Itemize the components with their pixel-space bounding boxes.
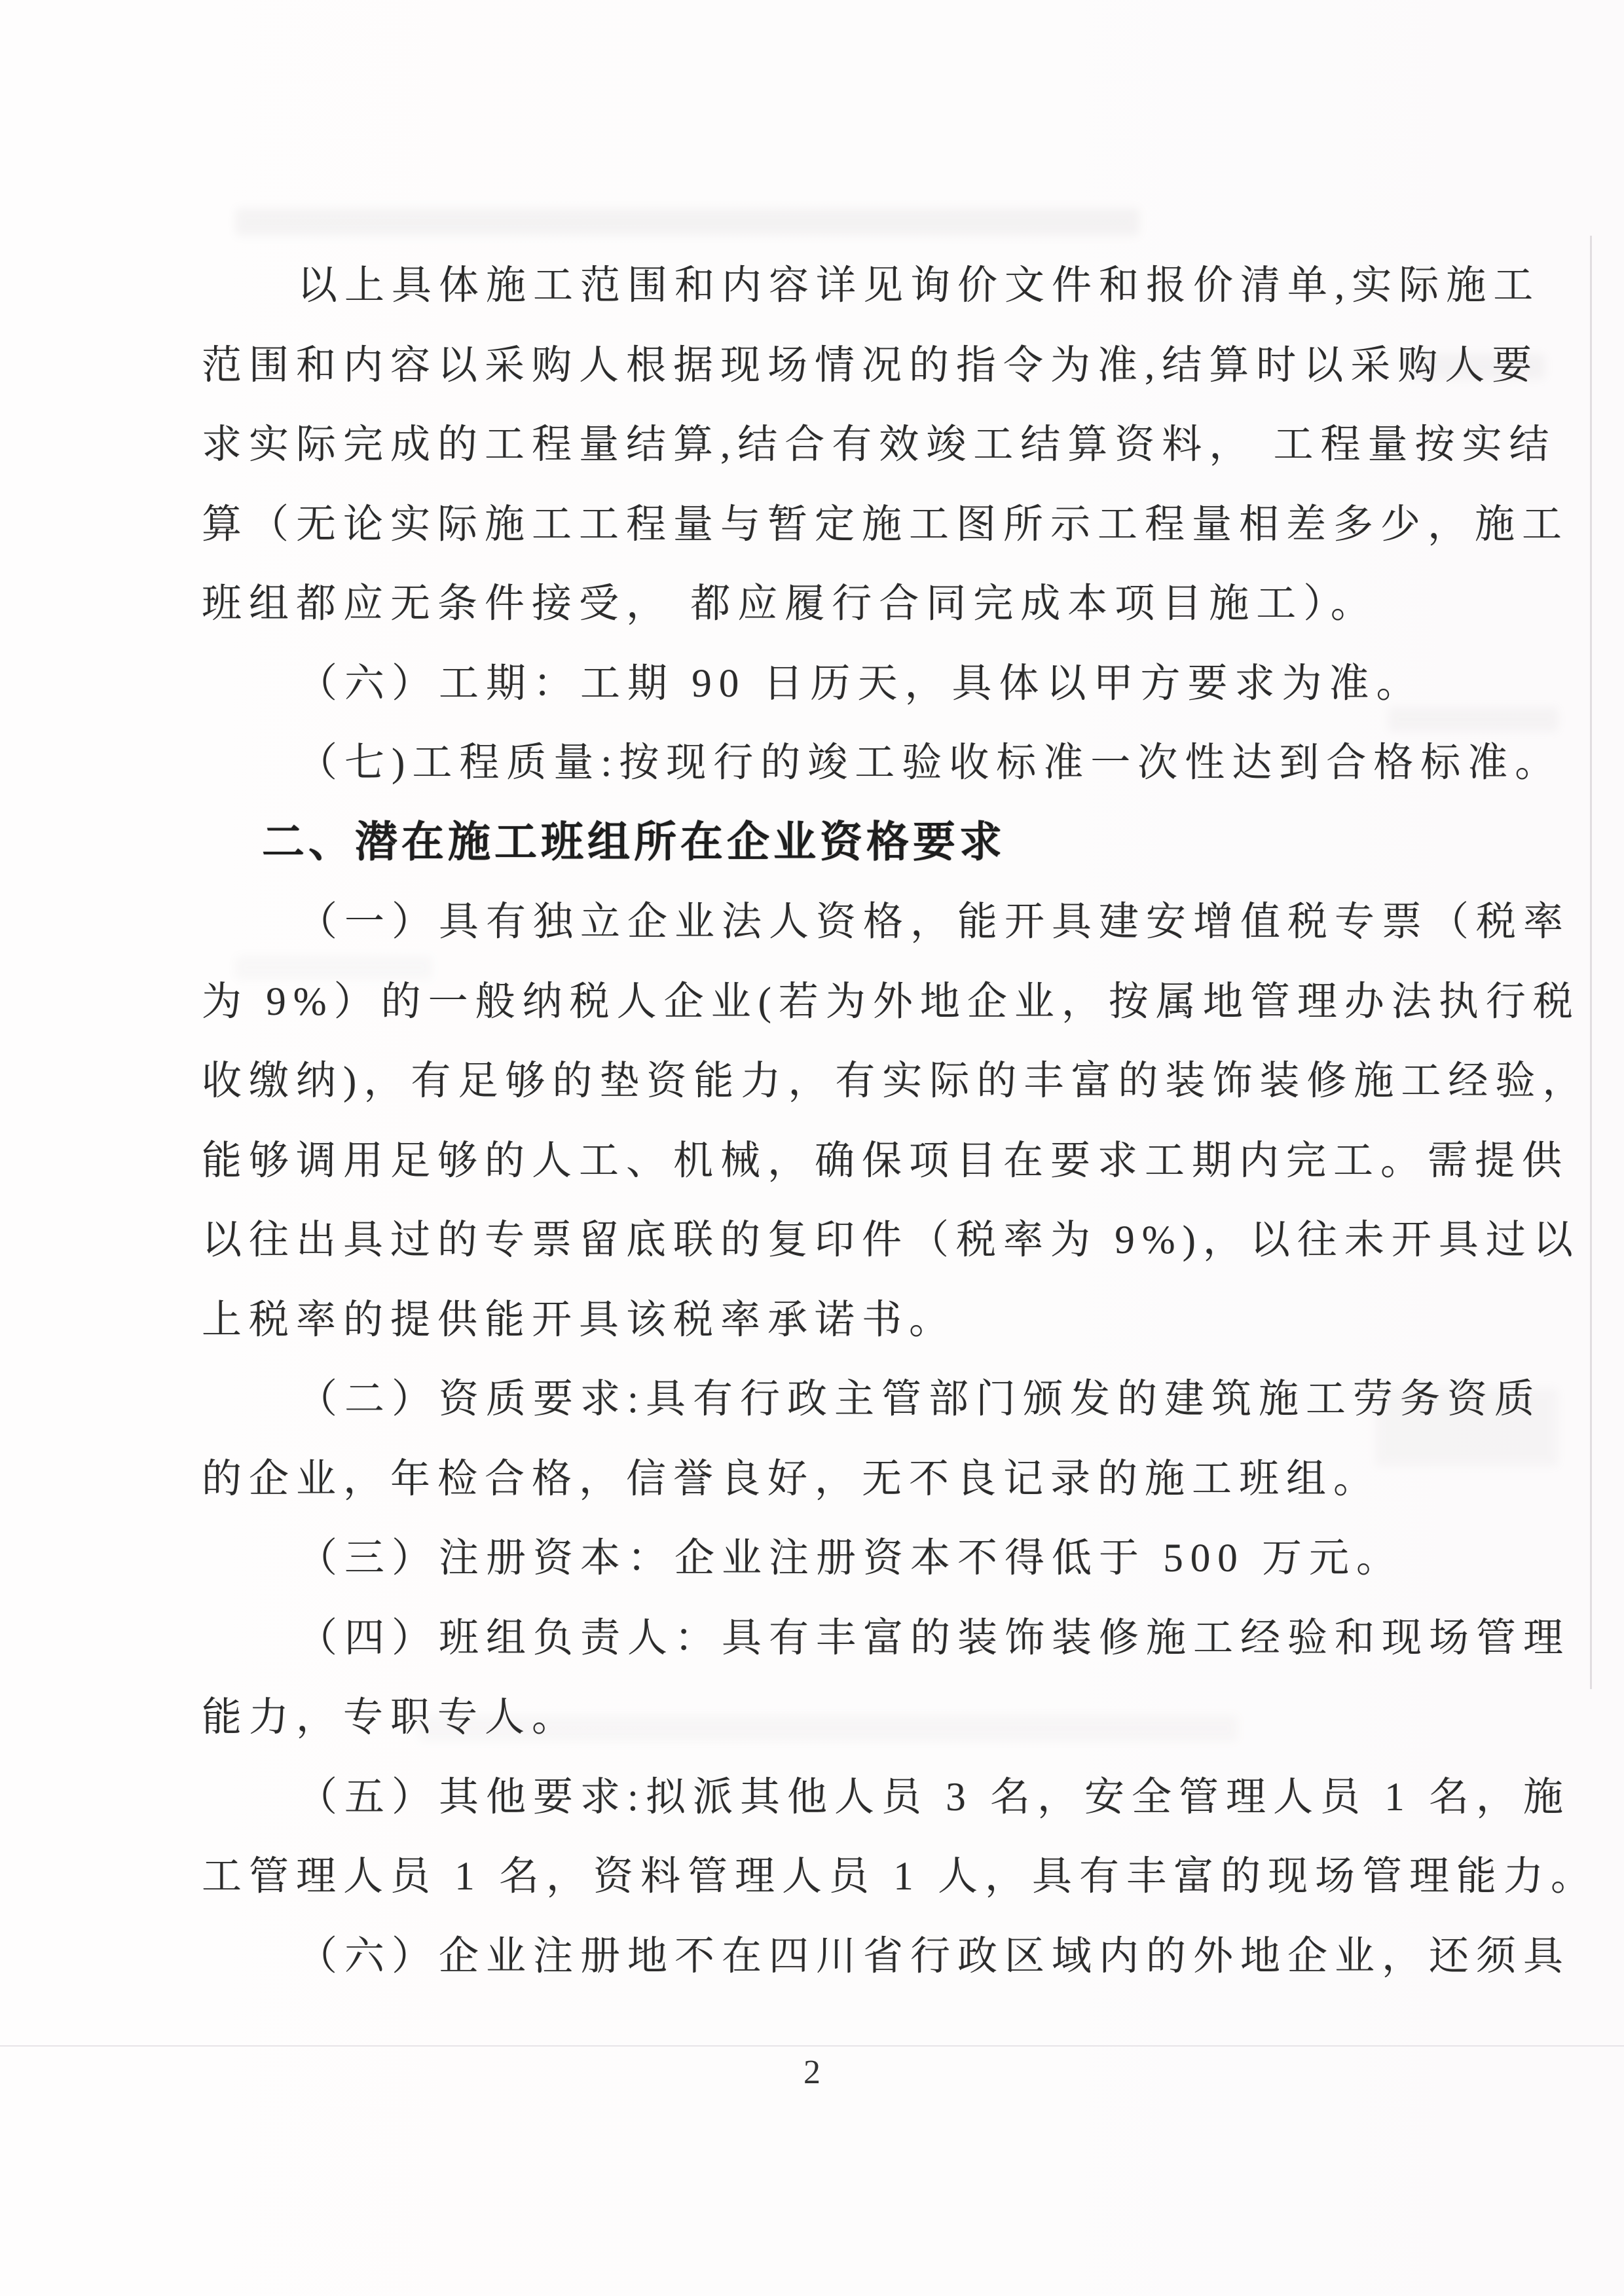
doc-line: 以往出具过的专票留底联的复印件（税率为 9%)，以往未开具过以 (202, 1218, 1580, 1262)
doc-line: 能力，专职专人。 (202, 1696, 580, 1740)
doc-line: 上税率的提供能开具该税率承诺书。 (202, 1298, 957, 1342)
doc-line-item-3: （三）注册资本：企业注册资本不得低于 500 万元。 (297, 1537, 1404, 1580)
doc-line-item-5: （五）其他要求:拟派其他人员 3 名，安全管理人员 1 名，施 (297, 1775, 1570, 1819)
doc-line: 的企业，年检合格，信誉良好，无不良记录的施工班组。 (202, 1457, 1381, 1501)
document-body (202, 246, 1598, 1996)
doc-line: 求实际完成的工程量结算,结合有效竣工结算资料， 工程量按实结 (202, 423, 1557, 467)
doc-line: 工管理人员 1 名，资料管理人员 1 人，具有丰富的现场管理能力。 (202, 1855, 1598, 1899)
bleed-through-artifact (236, 208, 1139, 236)
page-number: 2 (803, 2054, 821, 2091)
doc-line: 班组都应无条件接受， 都应履行合同完成本项目施工）。 (202, 582, 1378, 626)
doc-line-item-2: （二）资质要求:具有行政主管部门颁发的建筑施工劳务资质 (297, 1377, 1541, 1421)
doc-line-item-4: （四）班组负责人：具有丰富的装饰装修施工经验和现场管理 (297, 1616, 1571, 1660)
scan-streak-artifact (1590, 236, 1592, 1689)
doc-line: 算（无论实际施工工程量与暂定施工图所示工程量相差多少，施工 (202, 502, 1570, 547)
doc-line-quality: （七)工程质量:按现行的竣工验收标准一次性达到合格标准。 (297, 741, 1562, 785)
doc-line: 收缴纳)，有足够的垫资能力，有实际的丰富的装饰装修施工经验， (202, 1059, 1590, 1103)
footer-divider (0, 2045, 1624, 2047)
section-heading: 二、潜在施工班组所在企业资格要求 (262, 818, 1006, 866)
doc-line: 能够调用足够的人工、机械，确保项目在要求工期内完工。需提供 (202, 1139, 1570, 1183)
doc-line: 以上具体施工范围和内容详见询价文件和报价清单,实际施工 (297, 264, 1541, 308)
doc-line-item-1: （一）具有独立企业法人资格，能开具建安增值税专票（税率 (297, 900, 1571, 944)
doc-line: 范围和内容以采购人根据现场情况的指令为准,结算时以采购人要 (202, 343, 1540, 388)
doc-line-duration: （六）工期：工期 90 日历天，具体以甲方要求为准。 (297, 661, 1424, 706)
doc-line: 为 9%）的一般纳税人企业(若为外地企业，按属地管理办法执行税 (202, 979, 1580, 1024)
doc-line-item-6: （六）企业注册地不在四川省行政区域内的外地企业，还须具 (297, 1934, 1571, 1978)
